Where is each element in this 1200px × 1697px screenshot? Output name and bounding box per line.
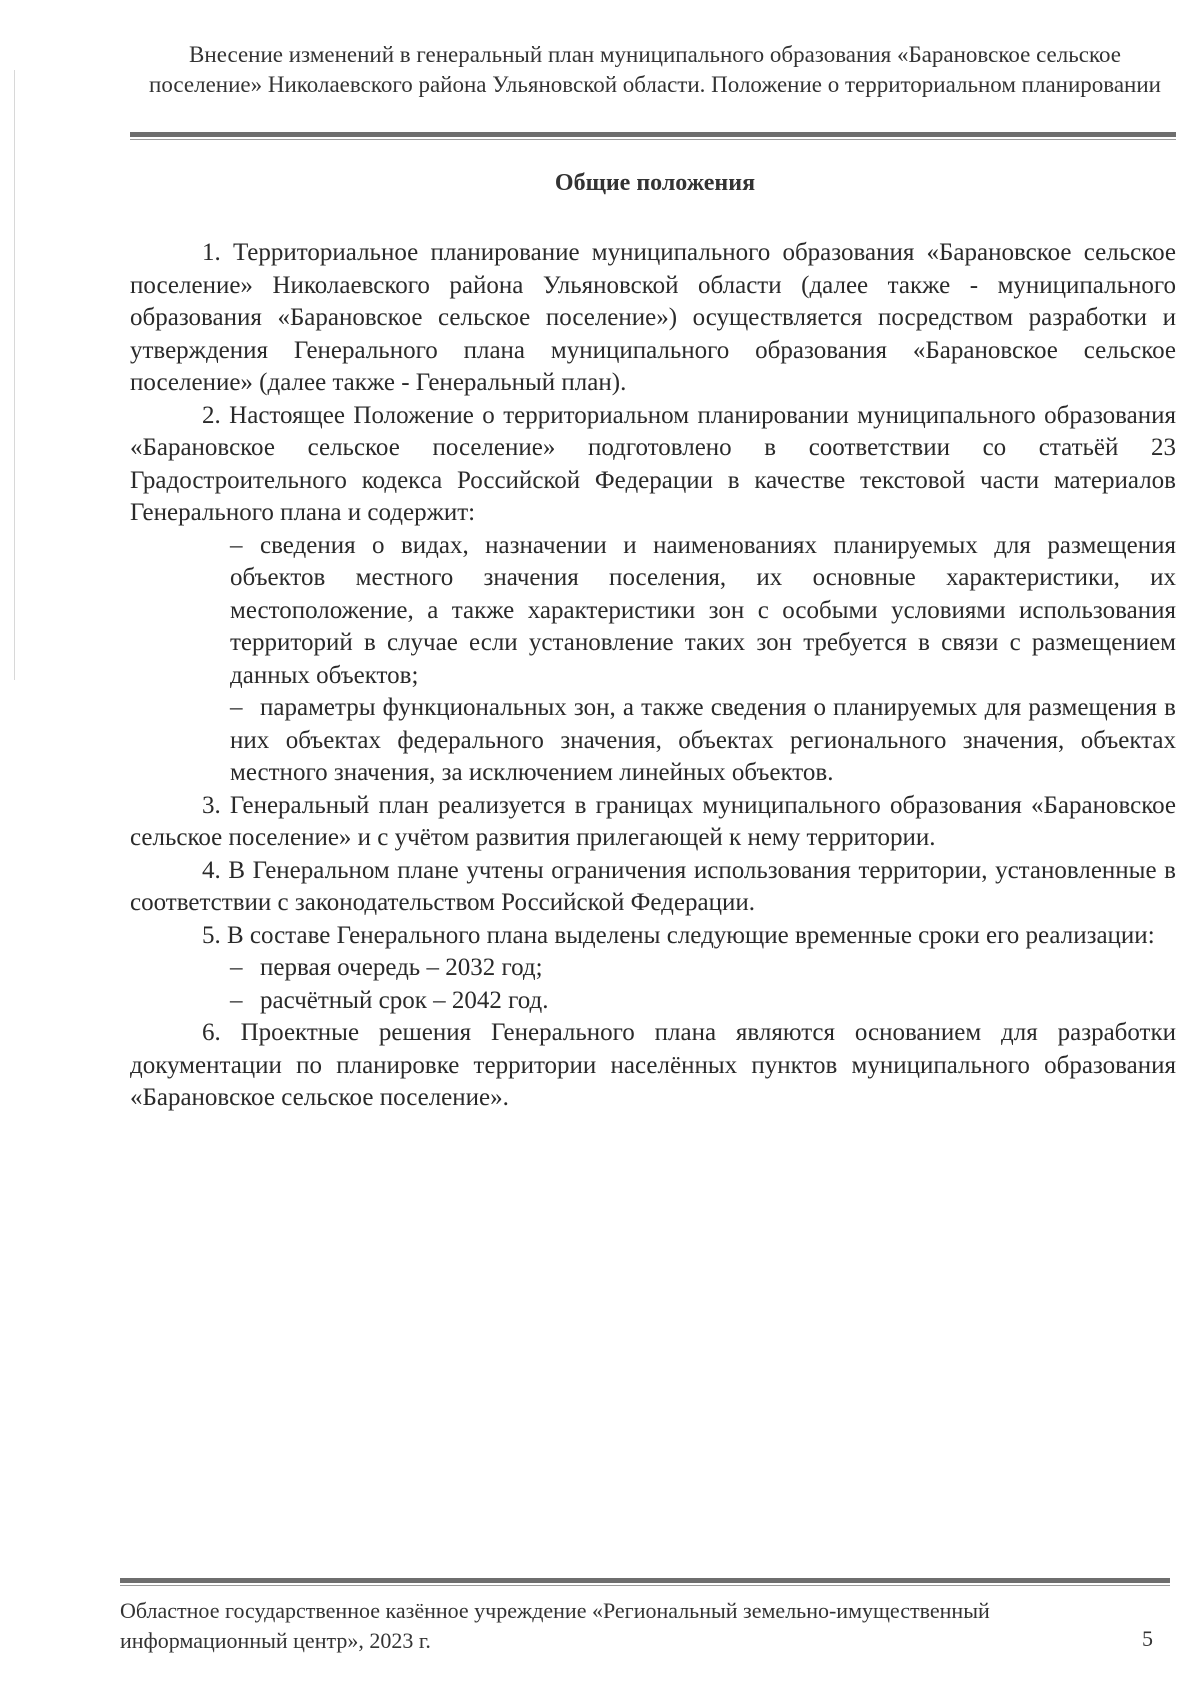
paragraph-6: 6. Проектные решения Генерального плана являются основанием для разработки документации по планировке территории населённых пунктов муниципального образования «Барановское сельское поселение». (130, 1019, 1176, 1111)
section-title: Общие положения (554, 170, 756, 196)
footer-rule-thin (120, 1585, 1170, 1586)
paragraph-5: 5. В составе Генерального плана выделены следующие временные сроки его реализации: (202, 921, 1155, 949)
running-footer: Областное государственное казённое учреждение «Региональный земельно-имущественный информационный центр», 2023 г. (120, 1598, 990, 1653)
document-body (130, 237, 1176, 1115)
header-rule-thin (130, 139, 1176, 140)
list-item (230, 692, 1176, 790)
list-item-text: первая очередь – 2032 год; (260, 954, 543, 981)
page-number: 5 (1142, 1626, 1153, 1651)
running-header: Внесение изменений в генеральный план муниципального образования «Барановское сельское поселение» Николаевского района Ульяновской области. Положение о территориальном планировании (149, 42, 1161, 97)
list-item-text: сведения о видах, назначении и наименованиях планируемых для размещения объектов местного значения поселения, их основные характеристики, их местоположение, а также характеристики зон с особыми условиями использования территорий в случае если установление таких зон требуется в связи с размещением данных объектов; (230, 531, 1176, 689)
list-item-text: расчётный срок – 2042 год. (260, 986, 549, 1014)
list-item-text: параметры функциональных зон, а также сведения о планируемых для размещения в них объектах федерального значения, объектах регионального значения, объектах местного значения, за исключением линейных объектов. (230, 694, 1176, 786)
list-item (230, 530, 1176, 693)
paragraph-3: 3. Генеральный план реализуется в границах муниципального образования «Барановское сельское поселение» и с учётом развития прилегающей к нему территории. (130, 791, 1176, 851)
list-item (230, 985, 1176, 1018)
dash-marker: – (230, 954, 243, 981)
paragraph-4: 4. В Генеральном плане учтены ограничения использования территории, установленные в соответствии с законодательством Российской Федерации. (130, 856, 1176, 916)
paragraph-1: 1. Территориальное планирование муниципального образования «Барановское сельское поселение» Николаевского района Ульяновской области (далее также - муниципального образования «Барановское сельское поселение») осуществляется посредством разработки и утверждения Генерального плана муниципального образования «Барановское сельское поселение» (далее также - Генеральный план). (130, 239, 1176, 396)
list-item (230, 952, 1176, 985)
paragraph-2: 2. Настоящее Положение о территориальном планировании муниципального образования «Барановское сельское поселение» подготовлено в соответствии со статьёй 23 Градостроительного кодекса Российской Федерации в качестве текстовой части материалов Генерального плана и содержит: (130, 401, 1176, 526)
paragraph-5-list (130, 952, 1176, 1017)
scan-edge-mark (14, 70, 15, 680)
footer-rule (120, 1578, 1170, 1583)
dash-marker: – (230, 694, 243, 721)
header-rule (130, 132, 1176, 137)
dash-marker: – (230, 986, 243, 1014)
paragraph-2-list (130, 530, 1176, 790)
dash-marker: – (230, 531, 243, 559)
